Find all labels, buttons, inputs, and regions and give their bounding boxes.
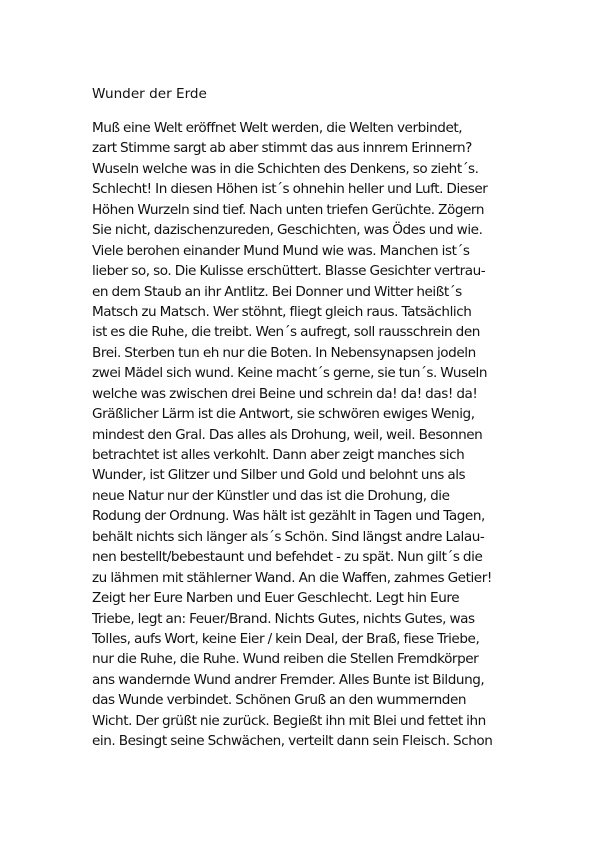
document-title: Wunder der Erde: [92, 86, 207, 102]
text-line: Sie nicht, dazischenzureden, Geschichten, was Ödes und wie.: [92, 222, 483, 239]
text-line: Rodung der Ordnung. Was hält ist gezählt in Tagen und Tagen,: [92, 508, 485, 525]
text-line: ein. Besingt seine Schwächen, verteilt dann sein Fleisch. Schon: [92, 733, 493, 750]
text-line: Gräßlicher Lärm ist die Antwort, sie schwören ewiges Wenig,: [92, 406, 475, 423]
text-line: zwei Mädel sich wund. Keine macht´s gerne, sie tun´s. Wuseln: [92, 365, 488, 382]
text-line: Zeigt her Eure Narben und Euer Geschlecht. Legt hin Eure: [92, 590, 460, 607]
text-line: en dem Staub an ihr Antlitz. Bei Donner und Witter heißt´s: [92, 283, 462, 300]
document-body: [92, 118, 492, 752]
text-line: Wicht. Der grüßt nie zurück. Begießt ihn mit Blei und fettet ihn: [92, 712, 486, 729]
text-line: mindest den Gral. Das alles als Drohung, weil, weil. Besonnen: [92, 426, 483, 443]
text-line: neue Natur nur der Künstler und das ist die Drohung, die: [92, 487, 450, 504]
text-line: Wunder, ist Glitzer und Silber und Gold und belohnt uns als: [92, 467, 466, 484]
text-line: Matsch zu Matsch. Wer stöhnt, fliegt gleich raus. Tatsächlich: [92, 303, 472, 320]
text-line: betrachtet ist alles verkohlt. Dann aber zeigt manches sich: [92, 447, 465, 463]
text-line: lieber so, so. Die Kulisse erschüttert. Blasse Gesichter vertrau-: [92, 263, 486, 280]
text-line: zu lähmen mit stählerner Wand. An die Waffen, zahmes Getier!: [92, 569, 492, 586]
text-line: nen bestellt/bebestaunt und befehdet - zu spät. Nun gilt´s die: [92, 549, 483, 566]
text-line: Muß eine Welt eröffnet Welt werden, die Welten verbindet,: [92, 120, 463, 136]
text-line: welche was zwischen drei Beine und schrein da! da! das! da!: [92, 385, 478, 402]
text-line: Höhen Wurzeln sind tief. Nach unten triefen Gerüchte. Zögern: [92, 201, 484, 218]
text-line: nur die Ruhe, die Ruhe. Wund reiben die Stellen Fremdkörper: [92, 651, 479, 668]
text-line: ist es die Ruhe, die treibt. Wen´s aufregt, soll rausschrein den: [92, 324, 480, 341]
text-line: das Wunde verbindet. Schönen Gruß an den wummernden: [92, 692, 467, 709]
text-line: Schlecht! In diesen Höhen ist´s ohnehin heller und Luft. Dieser: [92, 181, 488, 198]
text-line: zart Stimme sargt ab aber stimmt das aus innrem Erinnern?: [92, 140, 472, 157]
text-line: Triebe, legt an: Feuer/Brand. Nichts Gutes, nichts Gutes, was: [92, 610, 475, 627]
text-line: Brei. Sterben tun eh nur die Boten. In Nebensynapsen jodeln: [92, 344, 476, 361]
text-line: Tolles, aufs Wort, keine Eier / kein Deal, der Braß, fiese Triebe,: [92, 630, 480, 647]
text-line: Wuseln welche was in die Schichten des Denkens, so zieht´s.: [92, 160, 479, 177]
text-line: Viele berohen einander Mund Mund wie was. Manchen ist´s: [92, 242, 470, 259]
text-line: behält nichts sich länger als´s Schön. Sind längst andre Lalau-: [92, 528, 485, 545]
text-line: ans wandernde Wund andrer Fremder. Alles Bunte ist Bildung,: [92, 671, 485, 688]
